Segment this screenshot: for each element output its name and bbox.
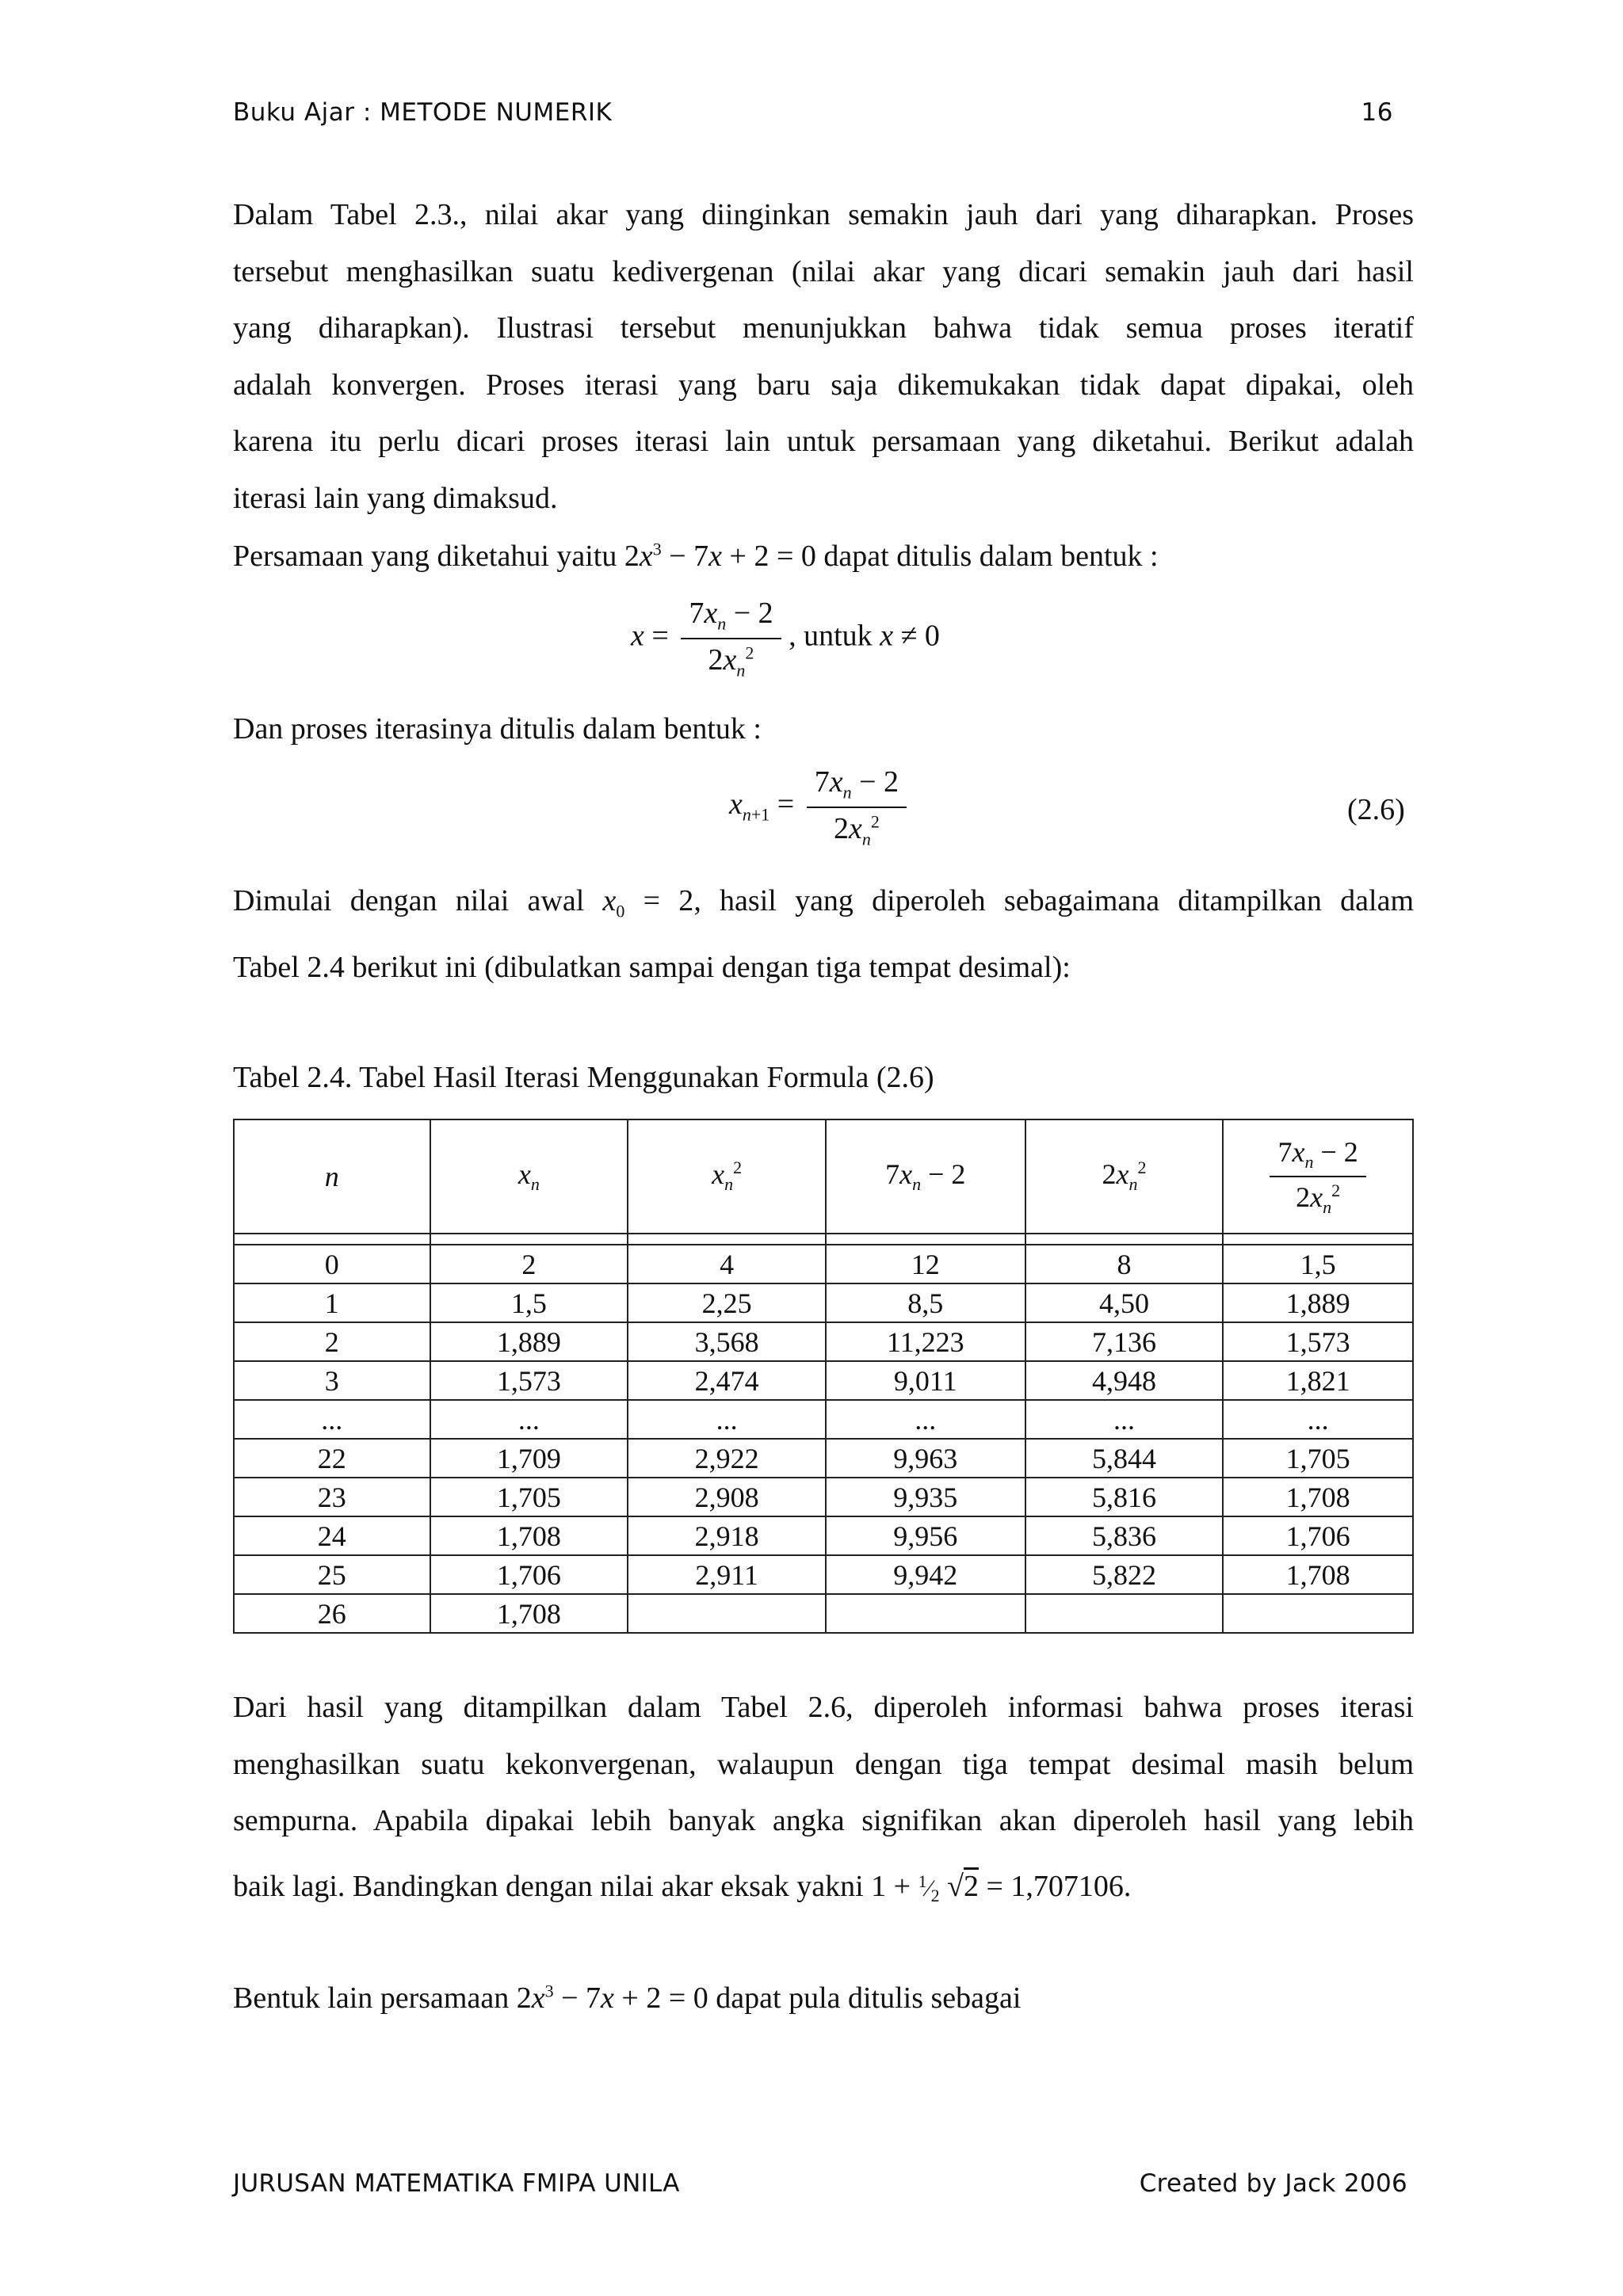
paragraph-line: adalah konvergen. Proses iterasi yang baru saja dikemukakan tidak dapat dipakai, oleh	[233, 368, 1414, 402]
cubic-equation: $2x^3 - 7x + 2 = 0$	[624, 539, 816, 573]
cubic-equation: $2x^3 - 7x + 2 = 0$	[516, 1981, 708, 2015]
running-header-title: Buku Ajar : METODE NUMERIK	[233, 98, 613, 127]
paragraph-line: tersebut menghasilkan suatu kedivergenan (nilai akar yang dicari semakin jauh dari hasil	[233, 254, 1414, 288]
table-row: ... ... ... ... ... ...	[234, 1400, 1413, 1439]
paragraph-line: Dalam Tabel 2.3., nilai akar yang diinginkan semakin jauh dari yang diharapkan. Proses	[233, 198, 1414, 231]
paragraph-dimulai	[233, 873, 1414, 997]
persamaan-line	[233, 539, 1159, 574]
equation-2-6	[729, 765, 907, 849]
equation-number: (2.6)	[1347, 793, 1405, 826]
column-header-7xn-minus-2: $7x_n - 2$	[826, 1119, 1025, 1234]
table-row: 1 1,5 2,25 8,5 4,50 1,889	[234, 1283, 1413, 1322]
table-caption: Tabel 2.4. Tabel Hasil Iterasi Menggunakan Formula (2.6)	[233, 1061, 934, 1094]
bentuk-line	[233, 1981, 1021, 2016]
table-row: 24 1,708 2,918 9,956 5,836 1,706	[234, 1516, 1413, 1555]
footer-credit: Created by Jack 2006	[1139, 2169, 1407, 2198]
paragraph-line: yang diharapkan). Ilustrasi tersebut menunjukkan bahwa tidak semua proses iteratif	[233, 311, 1414, 345]
equation-x-form	[631, 596, 940, 681]
paragraph-line: menghasilkan suatu kekonvergenan, walaupun dengan tiga tempat desimal masih belum	[233, 1747, 1414, 1781]
fraction: $\frac{7x_n - 2}{2x_n^2}$	[681, 596, 781, 681]
table-spacer-row	[234, 1234, 1413, 1245]
iteration-table	[233, 1119, 1414, 1634]
page-number: 16	[1361, 98, 1393, 127]
exact-root-math: $1 + ^1⁄_2$ √2 = 1,707106	[871, 1869, 1124, 1905]
paragraph-line: iterasi lain yang dimaksud.	[233, 481, 558, 515]
table-header-row	[234, 1119, 1413, 1234]
table-row: 23 1,705 2,908 9,935 5,816 1,708	[234, 1478, 1413, 1516]
paragraph-line: Dimulai dengan nilai awal $x_0 = 2$, hasil yang diperoleh sebagaimana ditampilkan dalam	[233, 884, 1414, 921]
persamaan-text-after: dapat ditulis dalam bentuk :	[823, 540, 1159, 573]
table-row: 2 1,889 3,568 11,223 7,136 1,573	[234, 1322, 1413, 1361]
paragraph-line: baik lagi. Bandingkan dengan nilai akar eksak yakni $1 + ^1⁄_2$ √2 = 1,707106.	[233, 1869, 1132, 1905]
paragraph-line: Dari hasil yang ditampilkan dalam Tabel 2.6, diperoleh informasi bahwa proses iterasi	[233, 1691, 1414, 1724]
fraction: $\frac{7x_n - 2}{2x_n^2}$	[807, 765, 907, 849]
paragraph-line: sempurna. Apabila dipakai lebih banyak angka signifikan akan diperoleh hasil yang lebih	[233, 1804, 1414, 1837]
footer-department: JURUSAN MATEMATIKA FMIPA UNILA	[233, 2169, 680, 2198]
condition-text: , untuk	[789, 619, 880, 653]
column-header-2xn-squared: $2x_n^2$	[1025, 1119, 1224, 1234]
column-header-xn: $x_n$	[430, 1119, 628, 1234]
paragraph-intro	[233, 187, 1414, 527]
column-header-n: n	[234, 1119, 430, 1234]
proses-line: Dan proses iterasinya ditulis dalam bentuk :	[233, 712, 762, 746]
table-row: 25 1,706 2,911 9,942 5,822 1,708	[234, 1555, 1413, 1594]
equation-lhs: $x_{n+1}$ =	[729, 788, 795, 825]
table-row: 3 1,573 2,474 9,011 4,948 1,821	[234, 1361, 1413, 1400]
paragraph-conclusion	[233, 1680, 1414, 1913]
column-header-ratio: $\frac{7x_n - 2}{2x_n^2}$	[1223, 1119, 1413, 1234]
paragraph-line: karena itu perlu dicari proses iterasi lain untuk persamaan yang diketahui. Berikut adalah	[233, 425, 1414, 458]
condition-math: x ≠ 0	[880, 619, 940, 653]
bentuk-text-after: dapat pula ditulis sebagai	[716, 1981, 1022, 2015]
bentuk-text-before: Bentuk lain persamaan	[233, 1981, 517, 2015]
initial-value-math: $x_0 = 2$	[602, 884, 694, 921]
table-row: 22 1,709 2,922 9,963 5,844 1,705	[234, 1439, 1413, 1478]
table-row: 0 2 4 12 8 1,5	[234, 1245, 1413, 1283]
column-header-xn-squared: $x_n^2$	[628, 1119, 826, 1234]
equation-lhs: x =	[631, 619, 669, 653]
table-row: 26 1,708	[234, 1594, 1413, 1633]
persamaan-text-before: Persamaan yang diketahui yaitu	[233, 540, 624, 573]
paragraph-line: Tabel 2.4 berikut ini (dibulatkan sampai dengan tiga tempat desimal):	[233, 951, 1071, 984]
